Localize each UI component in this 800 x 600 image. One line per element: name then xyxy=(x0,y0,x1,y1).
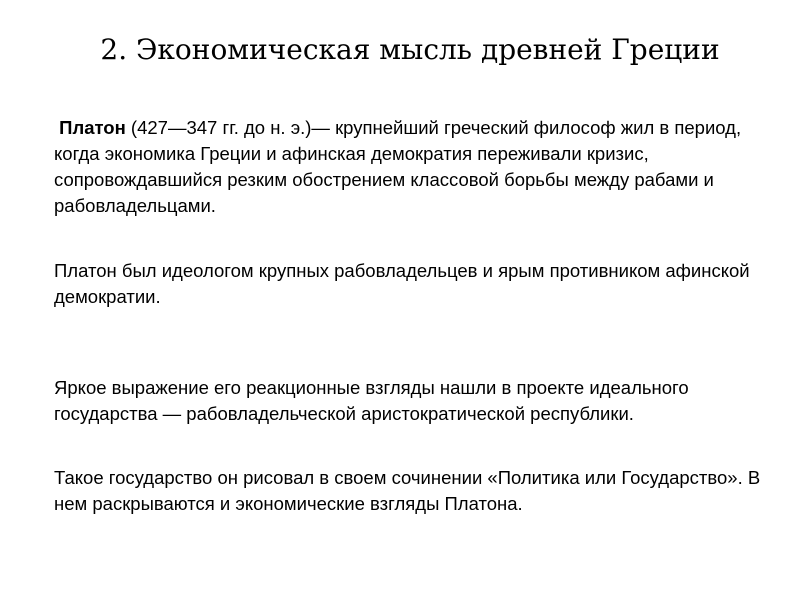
plato-intro-text: (427—347 гг. до н. э.)— крупнейший греческий философ жил в период, когда экономика Греции и афинская демократия переживали кризис, сопровождавшийся резким обострением классовой борьбы между рабами и рабовладельцами. xyxy=(54,117,742,216)
plato-name: Платон xyxy=(59,117,126,138)
slide-title: 2. Экономическая мысль древней Греции xyxy=(100,33,720,66)
paragraph-ideologist: Платон был идеологом крупных рабовладельцев и ярым противником афинской демократии. xyxy=(54,260,750,307)
paragraph-ideal-state: Яркое выражение его реакционные взгляды нашли в проекте идеального государства — рабовладельческой аристократической республики. xyxy=(54,377,689,424)
paragraph-politics-work: Такое государство он рисовал в своем сочинении «Политика или Государство». В нем раскрываются и экономические взгляды Платона. xyxy=(54,467,761,514)
paragraph-plato-intro xyxy=(54,115,774,219)
